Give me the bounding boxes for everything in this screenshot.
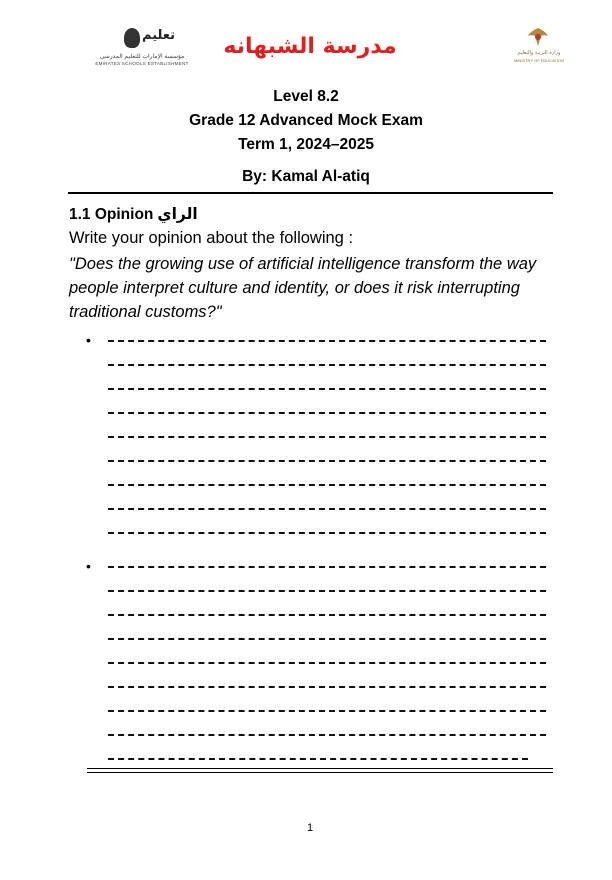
answer-line[interactable] (108, 460, 546, 462)
ministry-logo-line1: وزارة التربية والتعليم (517, 50, 561, 56)
answer-line[interactable] (108, 412, 546, 414)
exam-title: Grade 12 Advanced Mock Exam (189, 112, 423, 129)
answer-line[interactable] (108, 710, 546, 712)
exam-author: By: Kamal Al-atiq (242, 168, 370, 185)
ese-logo-arabic: تعليم (142, 28, 176, 43)
ese-logo-line1: مؤسسة الإمارات للتعليم المدرسي (99, 54, 185, 60)
answer-line[interactable] (108, 532, 546, 534)
answer-line[interactable] (108, 508, 546, 510)
ese-logo-icon (124, 28, 140, 48)
footer-divider (87, 768, 553, 773)
ministry-logo-line2: MINISTRY OF EDUCATION (513, 58, 564, 63)
answer-bullet-2: • (86, 558, 91, 574)
answer-line[interactable] (108, 484, 546, 486)
answer-line[interactable] (108, 436, 546, 438)
answer-line[interactable] (108, 662, 546, 664)
answer-line[interactable] (108, 388, 546, 390)
ese-logo-line2: EMIRATES SCHOOLS ESTABLISHMENT (95, 61, 189, 66)
answer-line[interactable] (108, 566, 546, 568)
answer-line[interactable] (108, 590, 546, 592)
instruction-text: Write your opinion about the following : (69, 229, 354, 247)
answer-bullet-1: • (86, 332, 91, 348)
section-title (69, 205, 198, 224)
uae-emblem-icon (526, 26, 550, 48)
answer-line[interactable] (108, 734, 546, 736)
opinion-prompt: "Does the growing use of artificial intelligence transform the way people interpret culture and identity, or does it risk interrupting traditional customs?" (69, 255, 537, 321)
section-title-ar: الراي (157, 205, 198, 223)
answer-line[interactable] (108, 638, 546, 640)
ese-logo (86, 26, 198, 68)
answer-line[interactable] (108, 614, 546, 616)
answer-line[interactable] (108, 758, 528, 760)
header-divider (68, 192, 553, 194)
section-title-en: 1.1 Opinion (69, 206, 154, 223)
exam-term: Term 1, 2024–2025 (238, 136, 374, 153)
ministry-logo (508, 26, 570, 66)
school-name: مدرسة الشبهانه (223, 34, 397, 59)
exam-level: Level 8.2 (273, 88, 339, 105)
answer-line[interactable] (108, 364, 546, 366)
answer-line[interactable] (108, 340, 546, 342)
page-number: 1 (306, 822, 314, 834)
answer-line[interactable] (108, 686, 546, 688)
